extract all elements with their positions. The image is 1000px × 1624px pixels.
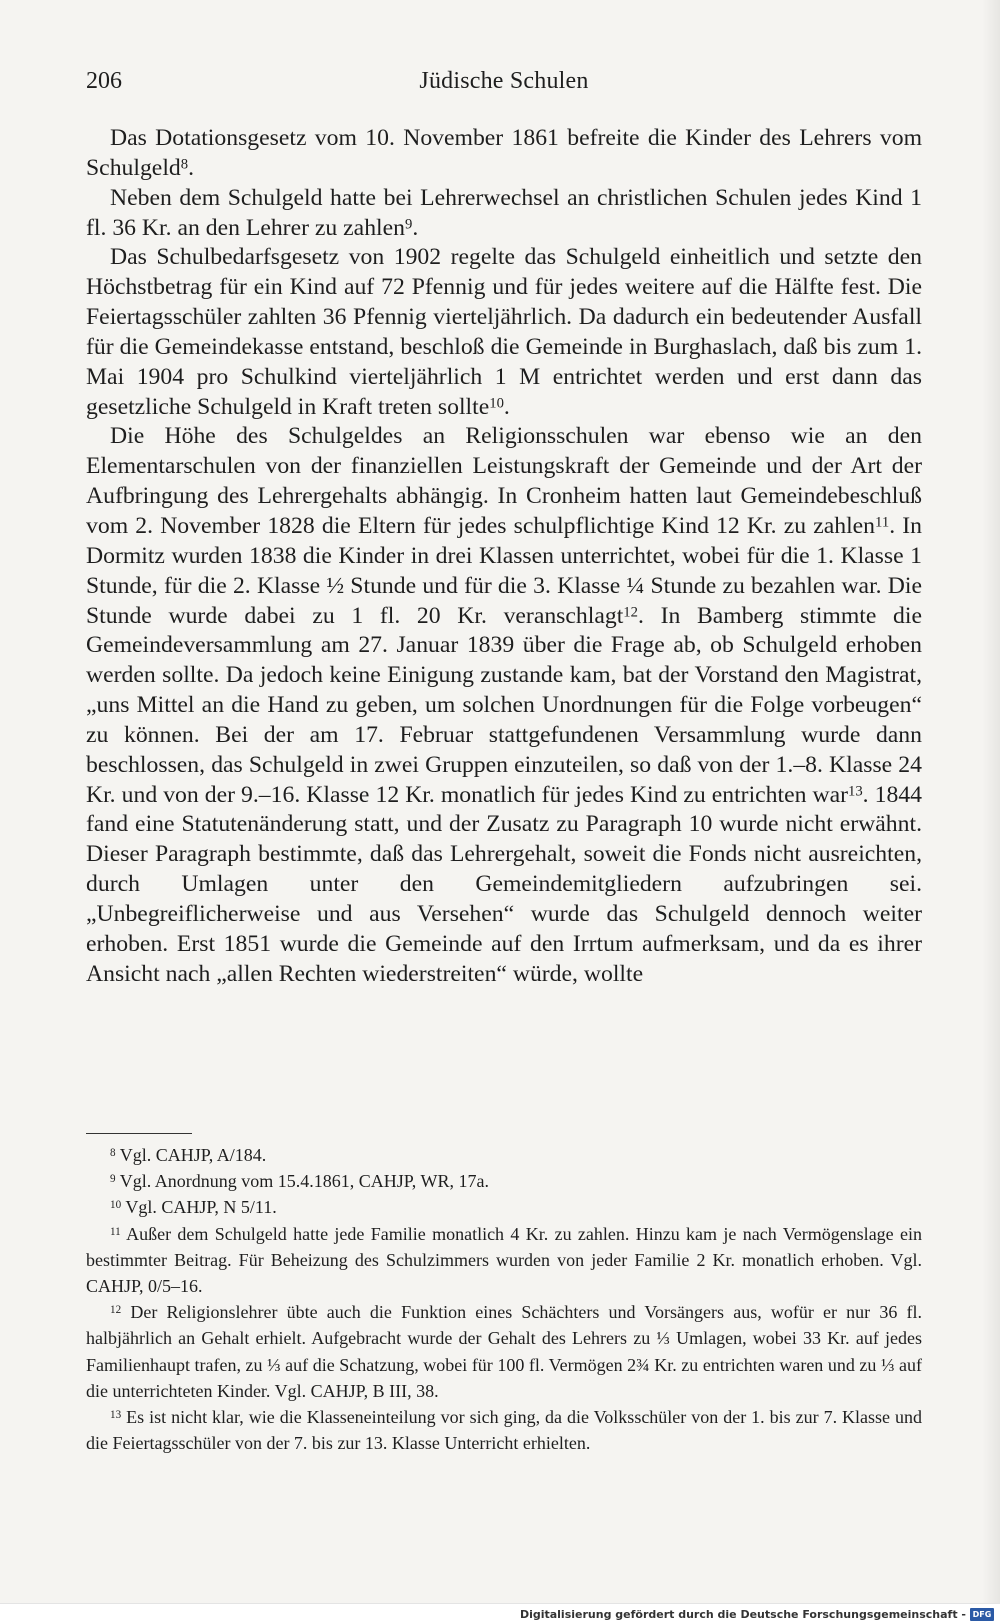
footnote-ref-13: 13 (847, 782, 863, 799)
paragraph-4-text-a: Die Höhe des Schulgeldes an Religionsschulen war ebenso wie an den Elementarschulen von der finanziellen Leistungskraft der Gemeinde und der Art der Aufbringung des Lehrergehalts abhängig. In Cronheim hatten laut Gemeindebeschluß vom 2. November 1828 die Eltern für jedes schulpflichtige Kind 12 Kr. zu zahlen (86, 423, 922, 539)
paragraph-4-text-d: . 1844 fand eine Statutenänderung statt, und der Zusatz zu Paragraph 10 wurde nicht erwähnt. Dieser Paragraph bestimmte, daß das Lehrergehalt, soweit die Fonds nicht ausreichten, durch Umlagen unter den Gemeindemitgliedern aufzubringen sei. „Unbegreiflicherweise und aus Versehen“ wurde das Schulgeld dennoch weiter erhoben. Erst 1851 wurde die Gemeinde auf den Irrtum aufmerksam, und da es ihrer Ansicht nach „allen Rechten wiederstreiten“ würde, wollte (86, 781, 922, 987)
footnote-ref-12: 12 (623, 603, 638, 620)
footnote-text: Vgl. CAHJP, N 5/11. (125, 1197, 277, 1218)
digitization-note: Digitalisierung gefördert durch die Deutsche Forschungsgemeinschaft - (519, 1608, 966, 1621)
footnotes (86, 1142, 922, 1456)
footnote-ref-10: 10 (489, 394, 504, 411)
footnote-text: Der Religionslehrer übte auch die Funktion eines Schächters und Vorsängers aus, wofür er nur 36 fl. halbjährlich an Gehalt erhielt. Aufgebracht wurde der Gehalt des Lehrers zu ⅓ Umlagen, wobei 33 Kr. auf jedes Familienhaupt trafen, zu ⅓ auf die Schatzung, wobei für 100 fl. Vermögen 2¾ Kr. zu entrichten waren und zu ⅓ auf die unterrichteten Kinder. Vgl. CAHJP, B III, 38. (86, 1302, 922, 1401)
footnote-11 (86, 1221, 922, 1300)
footnote-10 (86, 1194, 922, 1220)
footnote-ref-9: 9 (404, 215, 413, 232)
footnote-text: Vgl. Anordnung vom 15.4.1861, CAHJP, WR, 17a. (119, 1171, 489, 1192)
page-header (86, 68, 922, 104)
dfg-logo: DFG (970, 1608, 994, 1621)
footnote-13 (86, 1404, 922, 1456)
footnote-8 (86, 1142, 922, 1168)
footnote-9 (86, 1168, 922, 1194)
paragraph-1-end: . (188, 154, 195, 181)
paragraph-1 (86, 124, 922, 184)
footnote-text: Es ist nicht klar, wie die Klasseneinteilung vor sich ging, da die Volksschüler von der 1. bis zur 7. Klasse und die Feiertagsschüler von der 7. bis zur 13. Klasse Unterricht erhielten. (86, 1407, 923, 1454)
page-number: 206 (86, 68, 122, 94)
footnote-ref-8: 8 (180, 156, 189, 173)
footnote-number: 10 (110, 1199, 122, 1212)
footnote-text: Außer dem Schulgeld hatte jede Familie monatlich 4 Kr. zu zahlen. Hinzu kam je nach Vermögenslage ein bestimmter Beitrag. Für Beheizung des Schulzimmers wurden von jeder Familie 2 Kr. monatlich erhoben. Vgl. CAHJP, 0/5–16. (86, 1223, 922, 1297)
paragraph-4-text-b: . In Dormitz wurden 1838 die Kinder in drei Klassen unterrichtet, wobei für die 1. Klasse 1 Stunde, für die 2. Klasse ½ Stunde und für die 3. Klasse ¼ Stunde zu bezahlen war. Die Stunde wurde dabei zu 1 fl. 20 Kr. veranschlagt (86, 512, 923, 629)
footnote-12 (86, 1299, 922, 1404)
footnote-ref-11: 11 (875, 514, 890, 531)
footnote-number: 13 (110, 1409, 122, 1422)
paragraph-2-end: . (412, 214, 419, 241)
footnote-number: 8 (110, 1146, 116, 1159)
paragraph-3-end: . (503, 393, 510, 420)
footnote-number: 9 (110, 1173, 116, 1186)
paragraph-4-text-c: . In Bamberg stimmte die Gemeindeversammlung am 27. Januar 1839 über die Frage ab, ob Schulgeld erhoben werden sollte. Da jedoch keine Einigung zustande kam, bat der Vorstand den Magistrat, „uns Mittel an die Hand zu geben, um solchen Unordnungen für die Folge vorbeugen“ zu können. Bei der am 17. Februar stattgefundenen Versammlung wurde dann beschlossen, das Schulgeld in zwei Gruppen einzuteilen, so daß von der 1.–8. Klasse 24 Kr. und von der 9.–16. Klasse 12 Kr. monatlich für jedes Kind zu entrichten war (86, 602, 922, 808)
paragraph-3 (86, 243, 922, 422)
footnote-number: 12 (110, 1304, 122, 1317)
paragraph-4 (86, 422, 922, 989)
viewer-footer (0, 1603, 1000, 1624)
paragraph-3-text: Das Schulbedarfsgesetz von 1902 regelte das Schulgeld einheitlich und setzte den Höchstbetrag für ein Kind auf 72 Pfennig und für jedes weitere auf die Hälfte fest. Die Feiertagsschüler zahlten 36 Pfennig vierteljährlich. Da dadurch ein bedeutender Ausfall für die Gemeindekasse entstand, beschloß die Gemeinde in Burghaslach, daß bis zum 1. Mai 1904 pro Schulkind vierteljährlich 1 M entrichtet werden und erst dann das gesetzliche Schulgeld in Kraft treten sollte (86, 244, 922, 420)
paragraph-2 (86, 184, 922, 244)
main-text (86, 124, 922, 989)
footnote-number: 11 (110, 1225, 121, 1238)
running-head: Jüdische Schulen (419, 68, 589, 94)
paragraph-2-text: Neben dem Schulgeld hatte bei Lehrerwechsel an christlichen Schulen jedes Kind 1 fl. 36 Kr. an den Lehrer zu zahlen (86, 184, 922, 241)
scan-edge-shadow (982, 0, 1000, 1604)
footnote-text: Vgl. CAHJP, A/184. (119, 1145, 267, 1165)
footnote-divider (86, 1133, 192, 1134)
paragraph-1-text: Das Dotationsgesetz vom 10. November 1861 befreite die Kinder des Lehrers vom Schulgeld (86, 125, 922, 181)
